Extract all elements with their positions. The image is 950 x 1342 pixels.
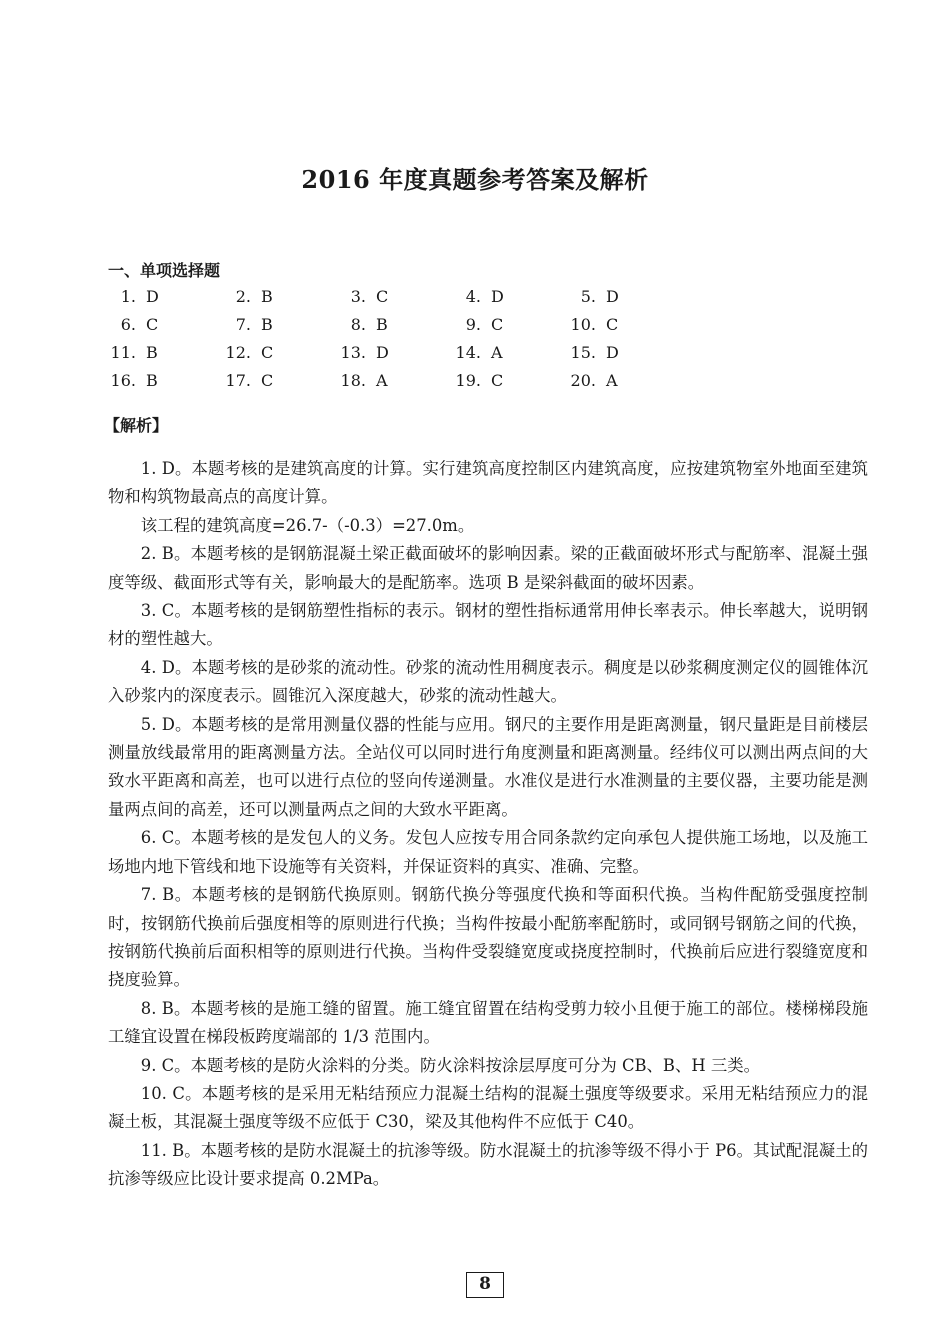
answer-value: B [261, 315, 273, 334]
answer-item [108, 287, 159, 306]
answer-number: 18. [340, 371, 366, 390]
answer-item [453, 371, 503, 390]
explanation-paragraph: 8. B。本题考核的是施工缝的留置。施工缝宜留置在结构受剪力较小且便于施工的部位。楼梯梯段施工缝宜设置在梯段板跨度端部的 1/3 范围内。 [108, 998, 868, 1047]
answer-item [108, 371, 158, 390]
answer-number: 11. [110, 343, 136, 362]
answer-number: 5. [580, 287, 596, 306]
answer-item [568, 371, 618, 390]
answer-value: C [491, 315, 504, 334]
answer-number: 13. [340, 343, 366, 362]
explanation-paragraph: 3. C。本题考核的是钢筋塑性指标的表示。钢材的塑性指标通常用伸长率表示。伸长率越大，说明钢材的塑性越大。 [108, 601, 868, 649]
explanation-paragraph: 该工程的建筑高度=26.7-（-0.3）=27.0m。 [140, 515, 475, 535]
answer-value: C [491, 371, 504, 390]
answer-item [568, 287, 619, 306]
explanation-paragraph: 6. C。本题考核的是发包人的义务。发包人应按专用合同条款约定向承包人提供施工场地，以及施工场地内地下管线和地下设施等有关资料，并保证资料的真实、准确、完整。 [108, 828, 868, 876]
answer-item [568, 315, 618, 334]
answer-number: 4. [465, 287, 481, 306]
answer-row [108, 315, 708, 343]
answer-value: C [606, 315, 619, 334]
answer-row [108, 343, 708, 371]
answer-value: C [376, 287, 389, 306]
answer-item [338, 287, 388, 306]
answer-value: B [146, 343, 158, 362]
answer-number: 9. [465, 315, 481, 334]
answer-item [453, 343, 503, 362]
explanation-paragraph: 5. D。本题考核的是常用测量仪器的性能与应用。钢尺的主要作用是距离测量，钢尺量距是目前楼层测量放线最常用的距离测量方法。全站仪可以同时进行角度测量和距离测量。经纬仪可以测出两点间的大致水平距离和高差，也可以进行点位的竖向传递测量。水准仪是进行水准测量的主要仪器，主要功能是测量两点间的高差，还可以测量两点之间的大致水平距离。 [108, 714, 868, 819]
page-title: 2016 年度真题参考答案及解析 [301, 165, 649, 194]
explanation-paragraph: 11. B。本题考核的是防水混凝土的抗渗等级。防水混凝土的抗渗等级不得小于 P6。其试配混凝土的抗渗等级应比设计要求提高 0.2MPa。 [108, 1140, 868, 1189]
answer-item [108, 315, 158, 334]
page-number: 8 [466, 1272, 504, 1298]
answer-item [338, 371, 388, 390]
answer-item [223, 343, 273, 362]
answer-number: 15. [570, 343, 596, 362]
answer-value: C [261, 343, 274, 362]
answer-number: 20. [570, 371, 596, 390]
answer-value: D [606, 287, 619, 306]
answer-item [453, 287, 504, 306]
answer-number: 12. [225, 343, 251, 362]
answer-value: D [491, 287, 504, 306]
answer-number: 6. [120, 315, 136, 334]
answer-item [568, 343, 619, 362]
answer-number: 7. [235, 315, 251, 334]
answer-item [223, 315, 273, 334]
answer-item [108, 343, 158, 362]
answer-number: 19. [455, 371, 481, 390]
answer-grid [108, 287, 708, 399]
explanation-paragraph: 1. D。本题考核的是建筑高度的计算。实行建筑高度控制区内建筑高度，应按建筑物室外地面至建筑物和构筑物最高点的高度计算。 [108, 459, 868, 507]
answer-number: 14. [455, 343, 481, 362]
explanation-paragraph: 10. C。本题考核的是采用无粘结预应力混凝土结构的混凝土强度等级要求。采用无粘结预应力的混凝土板，其混凝土强度等级不应低于 C30，梁及其他构件不应低于 C40。 [108, 1083, 868, 1132]
section-heading: 一、单项选择题 [108, 261, 221, 280]
answer-value: D [376, 343, 389, 362]
answer-item [338, 343, 389, 362]
answer-item [338, 315, 388, 334]
answer-row [108, 287, 708, 315]
answer-item [453, 315, 503, 334]
answer-row [108, 371, 708, 399]
answer-number: 2. [235, 287, 251, 306]
answer-item [223, 371, 273, 390]
answer-value: B [261, 287, 273, 306]
answer-number: 1. [120, 287, 136, 306]
explanation-paragraph: 9. C。本题考核的是防火涂料的分类。防火涂料按涂层厚度可分为 CB、B、H 三类。 [140, 1055, 761, 1075]
answer-value: C [146, 315, 159, 334]
answer-number: 3. [350, 287, 366, 306]
answer-number: 10. [570, 315, 596, 334]
answer-number: 16. [110, 371, 136, 390]
answer-value: B [146, 371, 158, 390]
answer-value: D [606, 343, 619, 362]
answer-value: C [261, 371, 274, 390]
explanation-body [108, 455, 868, 1194]
answer-number: 17. [225, 371, 251, 390]
answer-value: A [606, 371, 618, 390]
explanation-paragraph: 7. B。本题考核的是钢筋代换原则。钢筋代换分等强度代换和等面积代换。当构件配筋受强度控制时，按钢筋代换前后强度相等的原则进行代换；当构件按最小配筋率配筋时，或同钢号钢筋之间的代换，按钢筋代换前后面积相等的原则进行代换。当构件受裂缝宽度或挠度控制时，代换前后应进行裂缝宽度和挠度验算。 [108, 885, 868, 990]
explanation-paragraph: 2. B。本题考核的是钢筋混凝土梁正截面破坏的影响因素。梁的正截面破坏形式与配筋率、混凝土强度等级、截面形式等有关，影响最大的是配筋率。选项 B 是梁斜截面的破坏因素。 [108, 544, 868, 592]
answer-number: 8. [350, 315, 366, 334]
answer-item [223, 287, 273, 306]
explanation-heading: 【解析】 [104, 416, 169, 435]
answer-value: D [146, 287, 159, 306]
answer-value: A [491, 343, 503, 362]
explanation-paragraph: 4. D。本题考核的是砂浆的流动性。砂浆的流动性用稠度表示。稠度是以砂浆稠度测定仪的圆锥体沉入砂浆内的深度表示。圆锥沉入深度越大，砂浆的流动性越大。 [108, 657, 868, 706]
answer-value: B [376, 315, 388, 334]
answer-value: A [376, 371, 388, 390]
